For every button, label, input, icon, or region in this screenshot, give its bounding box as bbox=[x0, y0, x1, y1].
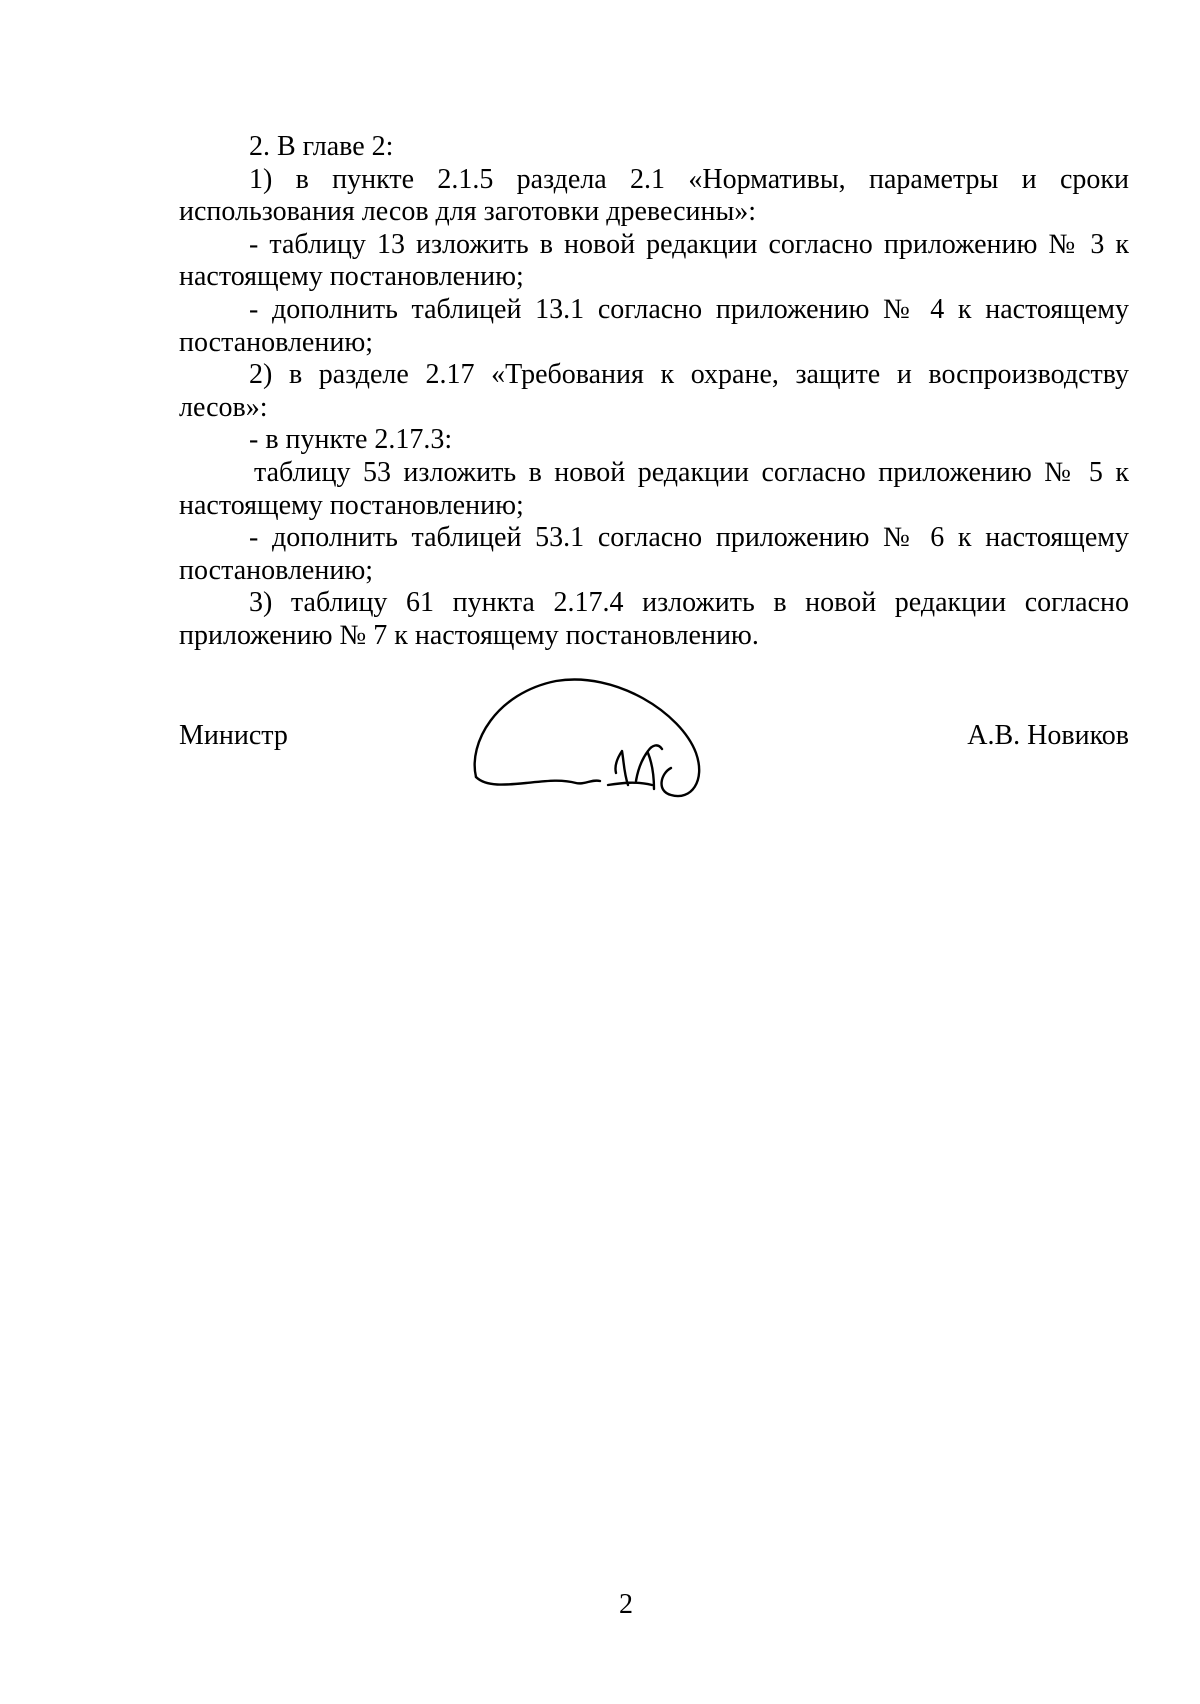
paragraph-item-1: 1) в пункте 2.1.5 раздела 2.1 «Нормативы, параметры и сроки использования лесов для заготовки древесины»: bbox=[179, 163, 1129, 228]
paragraph-clause-2-17-3: - в пункте 2.17.3: bbox=[249, 424, 453, 456]
handwritten-signature bbox=[466, 673, 726, 813]
document-body bbox=[179, 131, 1129, 653]
paragraph-table-13: - таблицу 13 изложить в новой редакции согласно приложению № 3 к настоящему постановлению; bbox=[179, 228, 1129, 293]
paragraph-table-13-1: - дополнить таблицей 13.1 согласно приложению № 4 к настоящему постановлению; bbox=[179, 293, 1129, 358]
paragraph-item-3: 3) таблицу 61 пункта 2.17.4 изложить в новой редакции согласно приложению № 7 к настоящему постановлению. bbox=[179, 587, 1129, 651]
paragraph-table-53: таблицу 53 изложить в новой редакции согласно приложению № 5 к настоящему постановлению; bbox=[179, 456, 1129, 521]
paragraph-table-53-1: - дополнить таблицей 53.1 согласно приложению № 6 к настоящему постановлению; bbox=[179, 522, 1129, 586]
page-number: 2 bbox=[619, 1589, 633, 1620]
paragraph-chapter-2: 2. В главе 2: bbox=[249, 131, 394, 162]
signatory-name: А.В. Новиков bbox=[967, 720, 1129, 751]
signatory-title: Министр bbox=[179, 720, 288, 751]
paragraph-item-2: 2) в разделе 2.17 «Требования к охране, защите и воспроизводству лесов»: bbox=[179, 359, 1129, 423]
